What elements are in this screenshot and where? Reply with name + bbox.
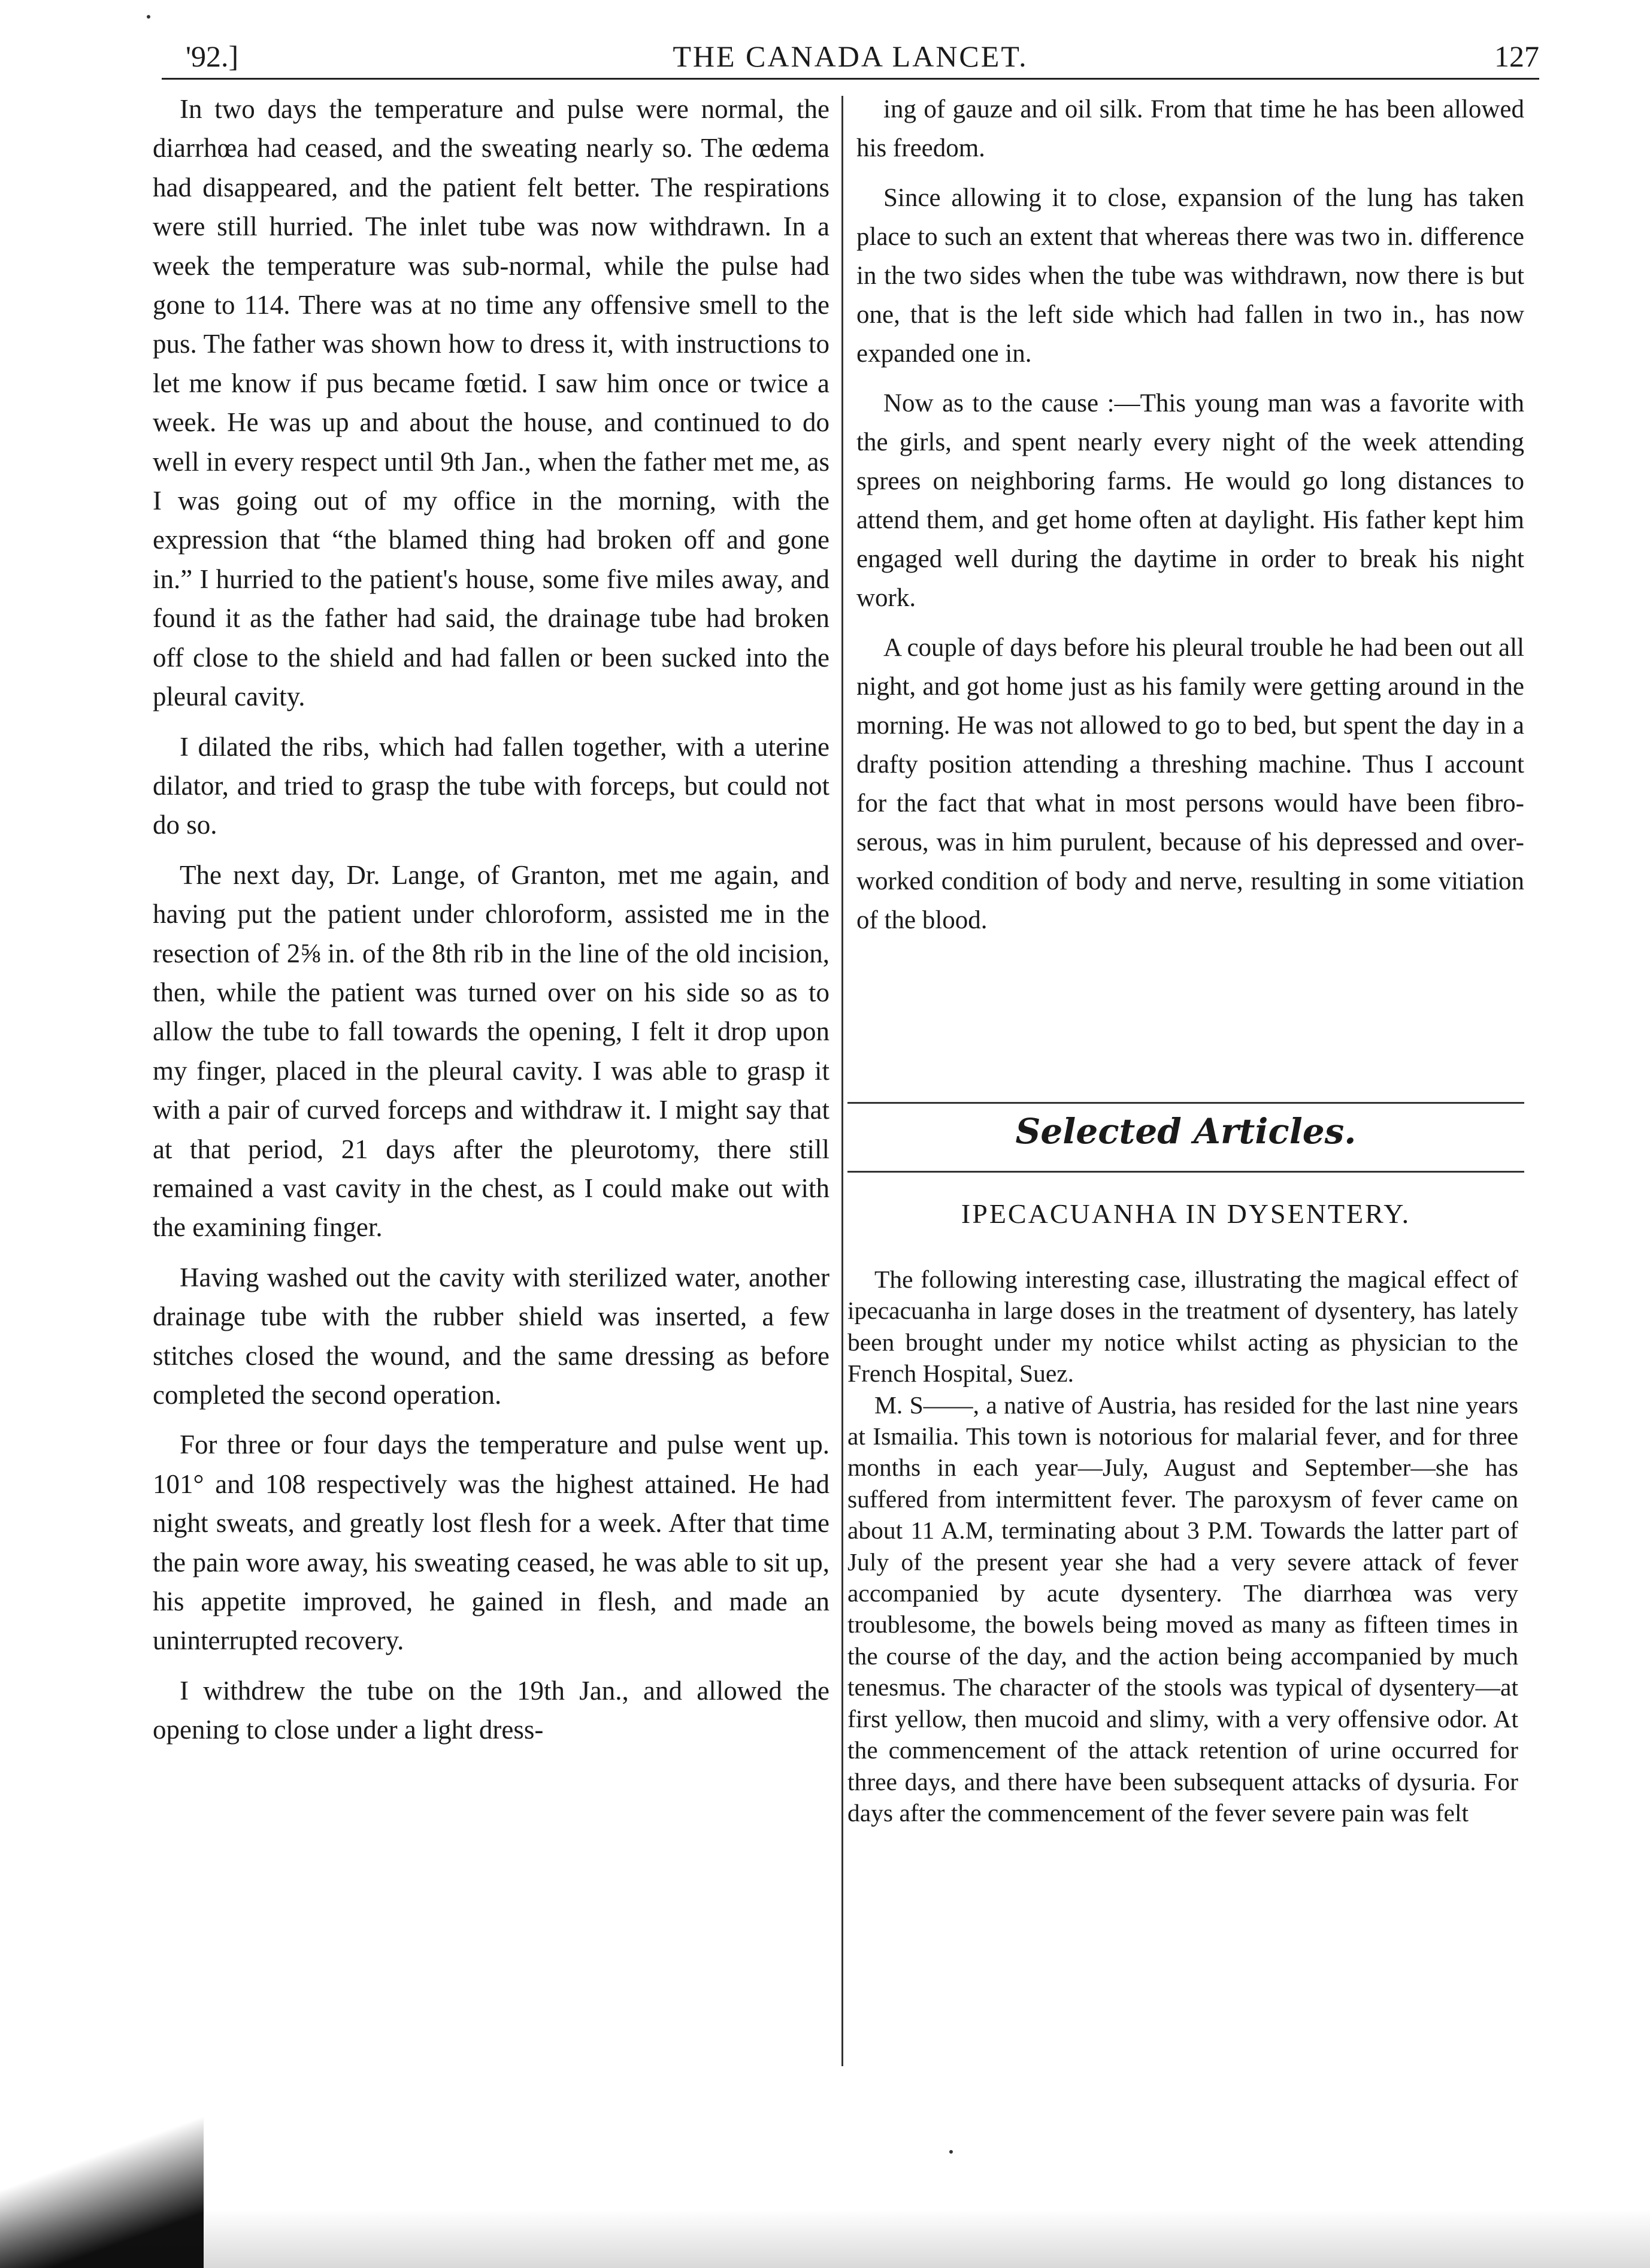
paragraph: For three or four days the temperature and pulse went up. 101° and 108 respectively was the highest attained. He had night sweats, and greatly lost flesh for a week. After that time the pain wore away, his sweating ceased, he was able to sit up, his appetite improved, he gained in flesh, and made an uninterrupted recovery. <box>153 1430 829 1656</box>
paragraph: I withdrew the tube on the 19th Jan., and allowed the opening to close under a light dress- <box>153 1675 829 1745</box>
column-divider <box>841 96 843 2066</box>
scan-edge <box>0 2210 1650 2268</box>
section-rule-bottom <box>847 1171 1524 1173</box>
header-year: '92.] <box>186 40 239 73</box>
speck <box>949 2150 953 2154</box>
paragraph: Now as to the cause :—This young man was a favorite with the girls, and spent nearly every night of the week attending sprees on neighboring farms. He would go long distances to attend them, and get home often at daylight. His father kept him engaged well during the daytime in order to break his night work. <box>856 389 1524 612</box>
section-rule-top <box>847 1102 1524 1104</box>
journal-title: THE CANADA LANCET. <box>673 40 1028 73</box>
page-number: 127 <box>1494 40 1539 73</box>
paragraph: The next day, Dr. Lange, of Granton, met me again, and having put the patient under chloroform, assisted me in the resection of 2⅝ in. of the 8th rib in the line of the old incision, then, while the patient was turned over on his side so as to allow the tube to fall towards the opening, I felt it drop upon my finger, placed in the pleural cavity. I was able to grasp it with a pair of curved forceps and withdraw it. I might say that at that period, 21 days after the pleurotomy, there still remained a vast cavity in the chest, as I could make out with the examining finger. <box>153 859 829 1243</box>
left-column <box>153 90 829 1761</box>
paragraph: The following interesting case, illustrating the magical effect of ipecacuanha in large doses in the treatment of dysentery, has lately been brought under my notice whilst acting as physician to the French Hospital, Suez. <box>847 1265 1518 1388</box>
paragraph: ing of gauze and oil silk. From that time he has been allowed his freedom. <box>856 95 1524 162</box>
right-column <box>856 90 1524 950</box>
paragraph: I dilated the ribs, which had fallen together, with a uterine dilator, and tried to grasp the tube with forceps, but could not do so. <box>153 731 829 840</box>
paragraph: Since allowing it to close, expansion of the lung has taken place to such an extent that whereas there was two in. difference in the two sides when the tube was withdrawn, now there is but one, that is the left side which had fallen in two in., has now expanded one in. <box>856 184 1524 368</box>
paragraph: A couple of days before his pleural trouble he had been out all night, and got home just as his family were getting around in the morning. He was not allowed to go to bed, but spent the day in a drafty position attending a threshing machine. Thus I account for the fact that what in most persons would have been fibro-serous, was in him purulent, because of his depressed and over-worked condition of body and nerve, resulting in some vitiation of the blood. <box>856 634 1524 934</box>
section-heading: Selected Articles. <box>1015 1111 1357 1152</box>
paragraph: M. S——, a native of Austria, has resided for the last nine years at Ismailia. This town is notorious for malarial fever, and for three months in each year—July, August and September—she has suffered from intermittent fever. The paroxysm of fever came on about 11 A.M, terminating about 3 P.M. Towards the latter part of July of the present year she had a very severe attack of fever accompanied by acute dysentery. The diarrhœa was very troublesome, the bowels being moved as many as fifteen times in the course of the day, and the action being accompanied by much tenesmus. The character of the stools was typical of dysentery—at first yellow, then mucoid and slimy, with a very offensive odor. At the commencement of the attack retention of urine occurred for three days, and there have been subsequent attacks of dysuria. For days after the commencement of the fever severe pain was felt <box>847 1391 1518 1827</box>
paragraph: In two days the temperature and pulse were normal, the diarrhœa had ceased, and the sweating nearly so. The œdema had disappeared, and the patient felt better. The respirations were still hurried. The inlet tube was now withdrawn. In a week the temperature was sub-normal, while the pulse had gone to 114. There was at no time any offensive smell to the pus. The father was shown how to dress it, with instructions to let me know if pus became fœtid. I saw him once or twice a week. He was up and about the house, and continued to do well in every respect until 9th Jan., when the father met me, as I was going out of my office in the morning, with the expression that “the blamed thing had broken off and gone in.” I hurried to the patient's house, some five miles away, and found it as the father had said, the drainage tube had broken off close to the shield and had fallen or been sucked into the pleural cavity. <box>153 94 829 712</box>
speck <box>147 15 150 19</box>
article-body <box>847 1264 1518 1828</box>
paragraph: Having washed out the cavity with sterilized water, another drainage tube with the rubber shield was inserted, a few stitches closed the wound, and the same dressing as before completed the second operation. <box>153 1262 829 1410</box>
running-header <box>162 36 1539 80</box>
article-title: IPECACUANHA IN DYSENTERY. <box>961 1198 1411 1229</box>
